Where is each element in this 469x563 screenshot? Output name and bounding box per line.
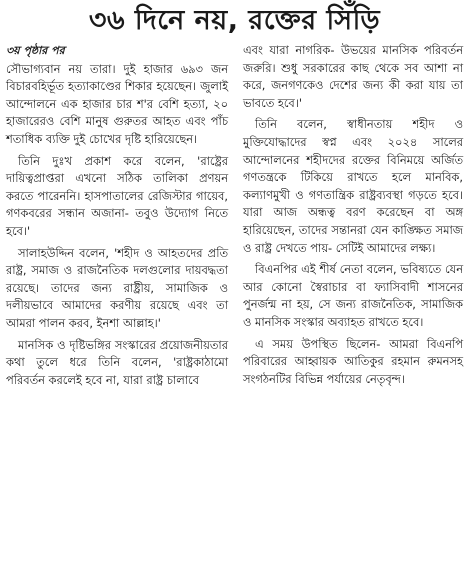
paragraph: সালাহউদ্দিন বলেন, 'শহীদ ও আহতদের প্রতি রাষ্ট্র, সমাজ ও রাজনৈতিক দলগুলোর দায়বদ্ধতা রয়েছে। তাদের জন্য রাষ্ট্রীয়, সামাজিক ও দলীয়ভাবে আমাদের করণীয় রয়েছে এবং তা আমরা পালন করব, ইনশা আল্লাহ।' bbox=[6, 245, 228, 330]
paragraph: তিনি বলেন, স্বাধীনতায় শহীদ ও মুক্তিযোদ্ধাদের স্বপ্ন এবং ২০২৪ সালের আন্দোলনের শহীদদের রক্তের বিনিময়ে অর্জিত গণতন্ত্রকে টিকিয়ে রাখতে হলে মানবিক, কল্যাণমুখী ও গণতান্ত্রিক রাষ্ট্রব্যবস্থা গড়তে হবে। যারা আজ অন্ধত্ব বরণ করেছেন বা অঙ্গ হারিয়েছেন, তাদের সন্তানরা যেন কাঙ্ক্ষিত সমাজ ও রাষ্ট্র দেখতে পায়- সেটিই আমাদের লক্ষ্য। bbox=[243, 117, 463, 255]
headline: ৩৬ দিনে নয়, রক্তের সিঁড়ি bbox=[88, 5, 381, 36]
paragraph: এ সময় উপস্থিত ছিলেন- আমরা বিএনপি পরিবারের আহ্বায়ক আতিকুর রহমান রুমনসহ সংগঠনটির বিভিন্ন পর্যায়ের নেতৃবৃন্দ। bbox=[243, 336, 463, 386]
continuation-kicker: ৩য় পৃষ্ঠার পর bbox=[6, 44, 65, 57]
paragraph: তিনি দুঃখ প্রকাশ করে বলেন, 'রাষ্ট্রের দায়িত্বপ্রাপ্তরা এখনো সঠিক তালিকা প্রণয়ন করতে পারেননি। হাসপাতালের রেজিস্টার গায়েব, গণকবরের সন্ধান অজানা- তবুও উদ্যোগ নিতে হবে।' bbox=[6, 153, 228, 238]
left-column bbox=[6, 42, 228, 393]
article-columns bbox=[6, 42, 463, 393]
paragraph: সৌভাগ্যবান নয় তারা। দুই হাজার ৬৯৩ জন বিচারবহির্ভূত হত্যাকাণ্ডের শিকার হয়েছেন। জুলাই আন্দোলনে এক হাজার চার শ'র বেশি হত্যা, ২০ হাজারেরও বেশি মানুষ গুরুতর আহত এবং পাঁচ শতাধিক ব্যক্তি দুই চোখের দৃষ্টি হারিয়েছেন। bbox=[6, 61, 228, 146]
paragraph: বিএনপির এই শীর্ষ নেতা বলেন, ভবিষ্যতে যেন আর কোনো স্বৈরাচার বা ফ্যাসিবাদী শাসনের পুনর্জন্ম না হয়, সে জন্য রাজনৈতিক, সামাজিক ও মানসিক সংস্কার অব্যাহত রাখতে হবে। bbox=[243, 262, 463, 329]
right-column bbox=[243, 42, 463, 393]
paragraph: এবং যারা নাগরিক- উভয়ের মানসিক পরিবর্তন জরুরি। শুধু সরকারের কাছ থেকে সব আশা না করে, জনগণকেও দেশের জন্য কী করা যায় তা ভাবতে হবে।' bbox=[243, 43, 463, 110]
paragraph: মানসিক ও দৃষ্টিভঙ্গির সংস্কারের প্রয়োজনীয়তার কথা তুলে ধরে তিনি বলেন, 'রাষ্ট্রকাঠামো পরিবর্তন করলেই হবে না, যারা রাষ্ট্র চালাবে bbox=[6, 337, 228, 387]
